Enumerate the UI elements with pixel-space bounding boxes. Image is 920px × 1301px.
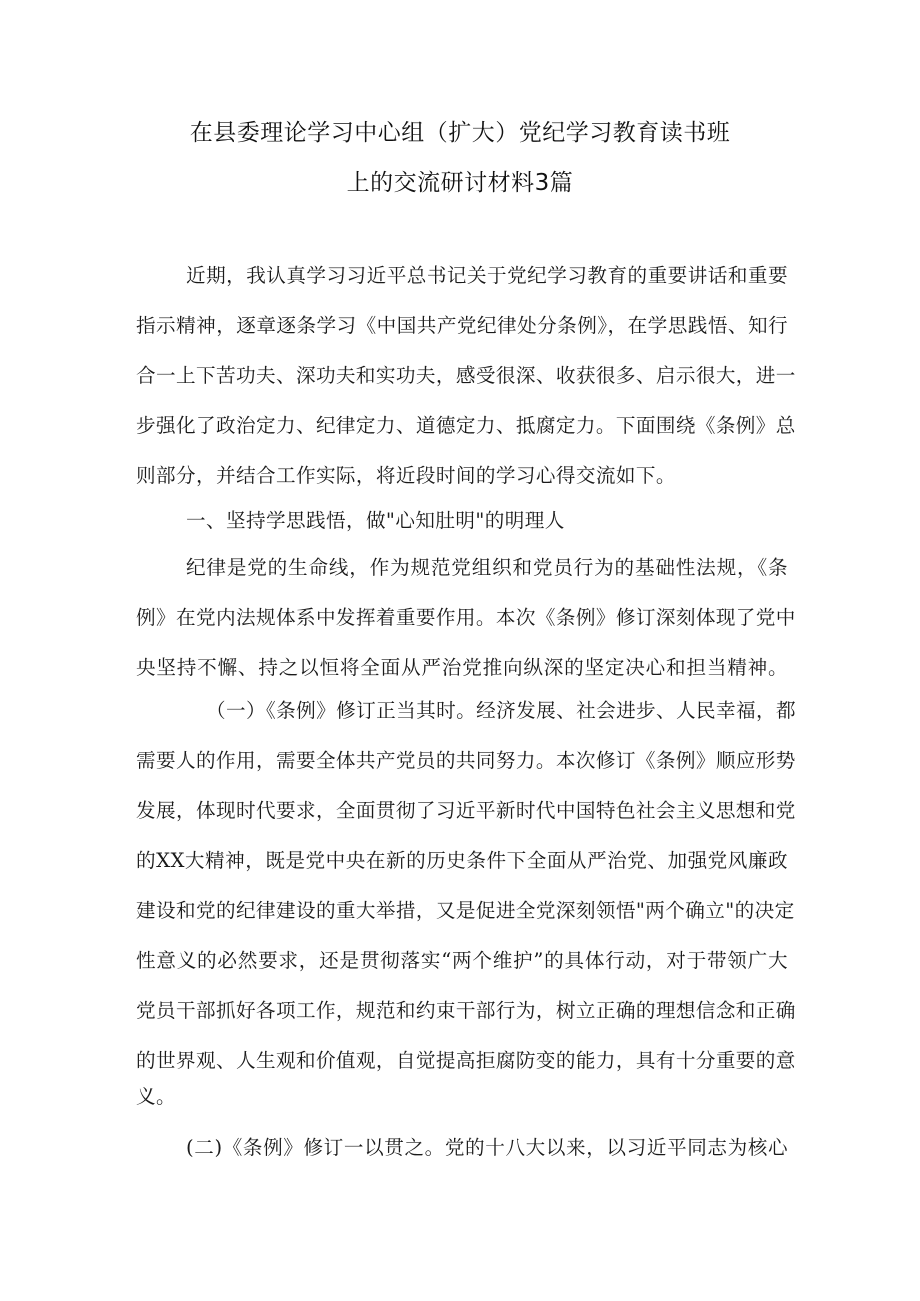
paragraph-1-line-4: 步强化了政治定力、纪律定力、道德定力、抵腐定力。下面围绕《条例》总 xyxy=(136,414,796,437)
paragraph-4-line-1: (二)《条例》修订一以贯之。党的十八大以来，以习近平同志为核心 xyxy=(186,1136,788,1159)
paragraph-3-line-7: 党员干部抓好各项工作，规范和约束干部行为，树立正确的理想信念和正确 xyxy=(136,999,796,1022)
paragraph-2-line-3: 央坚持不懈、持之以恒将全面从严治党推向纵深的坚定决心和担当精神。 xyxy=(136,656,788,679)
paragraph-2-line-1: 纪律是党的生命线，作为规范党组织和党员行为的基础性法规，《条 xyxy=(186,556,788,579)
paragraph-3-line-4: 的XX大精神，既是党中央在新的历史条件下全面从严治党、加强党风廉政 xyxy=(136,849,788,872)
paragraph-1-line-5: 则部分，并结合工作实际，将近段时间的学习心得交流如下。 xyxy=(136,464,676,487)
paragraph-3-line-9: 义。 xyxy=(136,1085,176,1108)
paragraph-1-line-3: 合一上下苦功夫、深功夫和实功夫，感受很深、收获很多、启示很大，进一 xyxy=(136,364,796,387)
paragraph-1-line-1: 近期，我认真学习习近平总书记关于党纪学习教育的重要讲话和重要 xyxy=(186,264,788,287)
paragraph-3-line-5: 建设和党的纪律建设的重大举措，又是促进全党深刻领悟"两个确立"的决定 xyxy=(136,899,795,922)
document-title-line-2: 上的交流研讨材料3篇 xyxy=(346,170,574,196)
paragraph-3-line-1: （一）《条例》修订正当其时。经济发展、社会进步、人民幸福，都 xyxy=(206,699,797,722)
paragraph-2-line-2: 例》在党内法规体系中发挥着重要作用。本次《条例》修订深刻体现了党中 xyxy=(136,606,796,629)
paragraph-3-line-6: 性意义的必然要求，还是贯彻落实“两个维护”的具体行动，对于带领广大 xyxy=(136,949,788,972)
paragraph-3-line-8: 的世界观、人生观和价值观，自觉提高拒腐防变的能力，具有十分重要的意 xyxy=(136,1049,796,1072)
section-heading-1: 一、坚持学思践悟，做"心知肚明"的明理人 xyxy=(186,509,565,532)
paragraph-1-line-2: 指示精神，逐章逐条学习《中国共产党纪律处分条例》，在学思践悟、知行 xyxy=(136,314,788,337)
paragraph-3-line-2: 需要人的作用，需要全体共产党员的共同努力。本次修订《条例》顺应形势 xyxy=(136,749,796,772)
paragraph-3-line-3: 发展，体现时代要求，全面贯彻了习近平新时代中国特色社会主义思想和党 xyxy=(136,799,796,822)
document-title-line-1: 在县委理论学习中心组（扩大）党纪学习教育读书班 xyxy=(189,120,731,146)
